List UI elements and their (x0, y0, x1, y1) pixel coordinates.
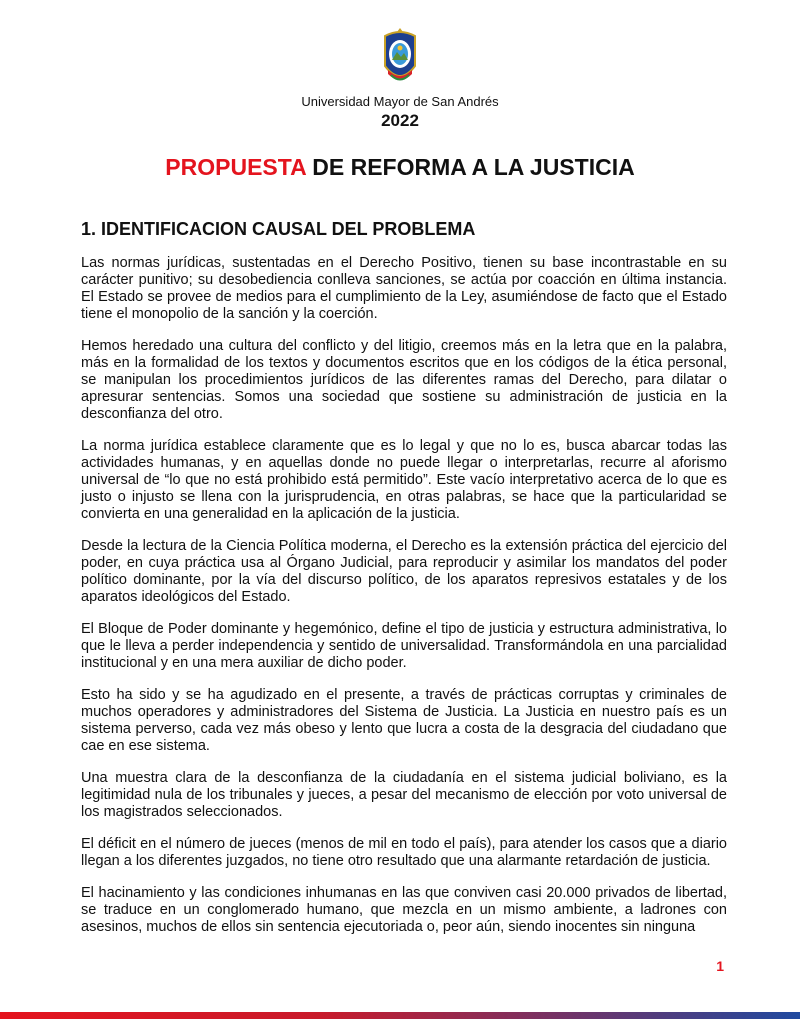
paragraph: La norma jurídica establece claramente que es lo legal y que no lo es, busca abarcar todas las actividades humanas, y en aquellas donde no puede llegar o interpretarlas, recurre al aforismo universal de “lo que no está prohibido está permitido”. Este vacío interpretativo acerca de lo que es justo o injusto se llena con la jurisprudencia, en otras palabras, se hace que la particularidad se convierta en una generalidad en la aplicación de la justicia. (81, 438, 727, 522)
paragraph: Las normas jurídicas, sustentadas en el Derecho Positivo, tienen su base incontrastable en su carácter punitivo; su desobediencia conlleva sanciones, se actúa por coacción en última instancia. El Estado se provee de medios para el cumplimiento de la Ley, asumiéndose de facto que el Estado tiene el monopolio de la sanción y la coerción. (81, 255, 727, 322)
section-heading: 1. IDENTIFICACION CAUSAL DEL PROBLEMA (81, 219, 476, 239)
university-name: Universidad Mayor de San Andrés (301, 94, 499, 109)
paragraph: El hacinamiento y las condiciones inhumanas en las que conviven casi 20.000 privados de libertad, se traduce en un conglomerado humano, que mezcla en un mismo ambiente, a ladrones con asesinos, muchos de ellos sin sentencia ejecutoriada o, peor aún, siendo inocentes sin ninguna (81, 885, 727, 935)
paragraph: El Bloque de Poder dominante y hegemónico, define el tipo de justicia y estructura administrativa, lo que le lleva a perder independencia y sentido de universalidad. Transformándola en una parcialidad institucional y en una mera auxiliar de dicho poder. (81, 621, 727, 671)
paragraph: Hemos heredado una cultura del conflicto y del litigio, creemos más en la letra que en la palabra, más en la formalidad de los textos y documentos escritos que en los códigos de la ética personal, se manipulan los procedimientos jurídicos de las diferentes ramas del Derecho, para dilatar o apresurar sentencias. Somos una sociedad que sostiene su administración de justicia en la desconfianza del otro. (81, 338, 727, 422)
title-highlight: PROPUESTA (165, 154, 306, 180)
footer-stripe (0, 1012, 800, 1019)
paragraph: Desde la lectura de la Ciencia Política moderna, el Derecho es la extensión práctica del ejercicio del poder, en cuya práctica usa al Órgano Judicial, para reproducir y asimilar los mandatos del poder político dominante, por la vía del discurso político, de los aparatos represivos estatales y de los aparatos ideológicos del Estado. (81, 538, 727, 605)
page-number: 1 (716, 958, 724, 974)
paragraph: Una muestra clara de la desconfianza de la ciudadanía en el sistema judicial boliviano, es la legitimidad nula de los tribunales y jueces, a pesar del mecanismo de elección por voto universal de los magistrados seleccionados. (81, 770, 727, 820)
title-rest: DE REFORMA A LA JUSTICIA (305, 154, 635, 180)
paragraph: Esto ha sido y se ha agudizado en el presente, a través de prácticas corruptas y criminales de muchos operadores y administradores del Sistema de Justicia. La Justicia en nuestro país es un sistema perverso, cada vez más obeso y lento que lucra a costa de la desgracia del ciudadano que cae en ese sistema. (81, 687, 727, 754)
document-body (81, 255, 727, 951)
document-title (0, 152, 800, 182)
document-year: 2022 (381, 111, 419, 130)
paragraph: El déficit en el número de jueces (menos de mil en todo el país), para atender los casos que a diario llegan a los diferentes juzgados, no tiene otro resultado que una alarmante retardación de justicia. (81, 836, 727, 869)
university-seal-icon (379, 26, 421, 88)
